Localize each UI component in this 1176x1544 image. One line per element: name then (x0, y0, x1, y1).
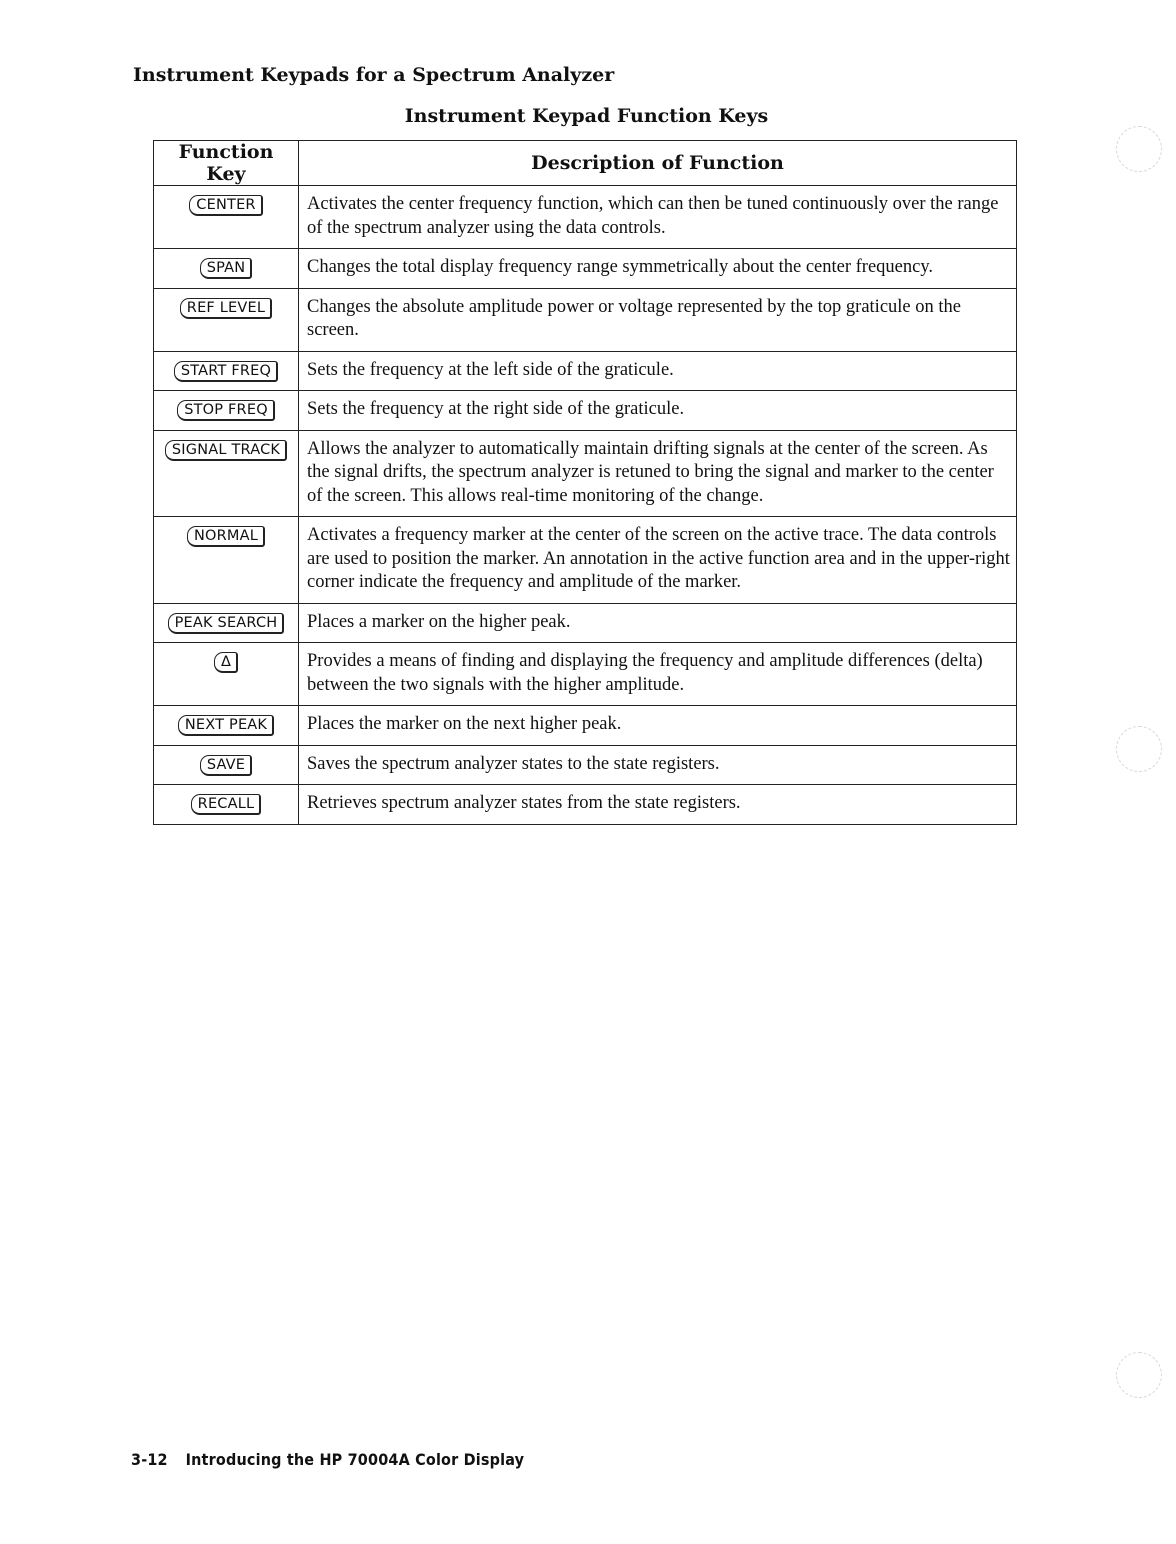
table-row (154, 517, 1017, 604)
key-cell (154, 186, 299, 249)
header-description: Description of Function (299, 141, 1017, 186)
punch-hole-mark (1116, 126, 1162, 172)
key-cell (154, 517, 299, 604)
key-cap-center: CENTER (189, 195, 262, 216)
description-cell: Activates a frequency marker at the center of the screen on the active trace. The data controls are used to position the marker. An annotation in the active function area and in the upper-right corner indicate the frequency and amplitude of the marker. (299, 517, 1017, 604)
key-cap-next-peak: NEXT PEAK (178, 715, 274, 736)
table-title: Instrument Keypad Function Keys (404, 105, 769, 127)
table-row (154, 288, 1017, 351)
punch-hole-mark (1116, 1352, 1162, 1398)
key-cell (154, 391, 299, 431)
header-function-key: Function Key (154, 141, 299, 186)
function-keys-table (153, 140, 1017, 825)
description-cell: Saves the spectrum analyzer states to the state registers. (299, 745, 1017, 785)
description-cell: Provides a means of finding and displaying the frequency and amplitude differences (delta) between the two signals with the higher amplitude. (299, 643, 1017, 706)
table-row (154, 603, 1017, 643)
description-cell: Activates the center frequency function, which can then be tuned continuously over the range of the spectrum analyzer using the data controls. (299, 186, 1017, 249)
key-cap-stop-freq: STOP FREQ (177, 400, 275, 421)
key-cell (154, 785, 299, 825)
key-cell (154, 351, 299, 391)
key-cap-save: SAVE (200, 755, 252, 776)
key-cell (154, 603, 299, 643)
table-row (154, 706, 1017, 746)
page-footer (131, 1450, 524, 1469)
description-cell: Changes the total display frequency range symmetrically about the center frequency. (299, 249, 1017, 289)
key-cell (154, 745, 299, 785)
key-cell (154, 706, 299, 746)
key-cell (154, 288, 299, 351)
table-row (154, 430, 1017, 517)
key-cap-start-freq: START FREQ (174, 361, 278, 382)
table-row (154, 391, 1017, 431)
table-row (154, 351, 1017, 391)
punch-hole-mark (1116, 726, 1162, 772)
key-cap-signal-track: SIGNAL TRACK (165, 440, 287, 461)
key-cap-delta: Δ (214, 652, 238, 673)
table-row (154, 643, 1017, 706)
description-cell: Places the marker on the next higher peak. (299, 706, 1017, 746)
page-number: 3-12 (131, 1450, 168, 1469)
table-row (154, 785, 1017, 825)
key-cap-ref-level: REF LEVEL (180, 298, 272, 319)
section-heading: Instrument Keypads for a Spectrum Analyzer (133, 64, 615, 86)
key-cap-recall: RECALL (191, 794, 262, 815)
description-cell: Allows the analyzer to automatically maintain drifting signals at the center of the screen. As the signal drifts, the spectrum analyzer is retuned to bring the signal and marker to the center of the screen. This allows real-time monitoring of the change. (299, 430, 1017, 517)
description-cell: Changes the absolute amplitude power or voltage represented by the top graticule on the screen. (299, 288, 1017, 351)
key-cell (154, 249, 299, 289)
table-header-row (154, 141, 1017, 186)
table-row (154, 249, 1017, 289)
table-row (154, 186, 1017, 249)
description-cell: Places a marker on the higher peak. (299, 603, 1017, 643)
description-cell: Retrieves spectrum analyzer states from the state registers. (299, 785, 1017, 825)
key-cap-normal: NORMAL (187, 526, 265, 547)
key-cap-span: SPAN (200, 258, 253, 279)
table-row (154, 745, 1017, 785)
key-cell (154, 643, 299, 706)
description-cell: Sets the frequency at the left side of the graticule. (299, 351, 1017, 391)
description-cell: Sets the frequency at the right side of the graticule. (299, 391, 1017, 431)
footer-title: Introducing the HP 70004A Color Display (185, 1450, 525, 1469)
key-cap-peak-search: PEAK SEARCH (168, 613, 285, 634)
key-cell (154, 430, 299, 517)
